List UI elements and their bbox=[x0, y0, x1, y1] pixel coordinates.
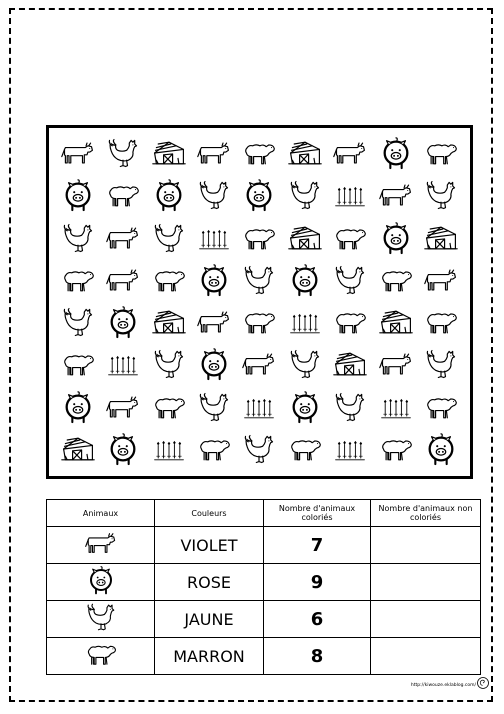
barn-icon bbox=[287, 136, 323, 170]
cow-icon bbox=[196, 305, 232, 339]
sheep-icon bbox=[60, 263, 96, 297]
colored-count-cell: 7 bbox=[264, 527, 371, 564]
colored-count-cell: 9 bbox=[264, 564, 371, 601]
header-colored-count: Nombre d'animaux coloriés bbox=[264, 500, 371, 527]
grid-cell[interactable] bbox=[191, 259, 236, 301]
grid-cell[interactable] bbox=[373, 132, 418, 174]
table-row bbox=[47, 601, 481, 638]
grid-cell[interactable] bbox=[328, 386, 373, 428]
grid-cell[interactable] bbox=[373, 217, 418, 259]
colored-count-cell: 6 bbox=[264, 601, 371, 638]
grid-cell[interactable] bbox=[55, 217, 100, 259]
grid-cell[interactable] bbox=[191, 386, 236, 428]
colored-count-cell: 8 bbox=[264, 638, 371, 675]
grid-cell[interactable] bbox=[100, 132, 145, 174]
grid-cell[interactable] bbox=[237, 217, 282, 259]
rooster-icon bbox=[423, 178, 459, 212]
cow-icon bbox=[423, 263, 459, 297]
grid-cell[interactable] bbox=[146, 386, 191, 428]
rooster-icon bbox=[287, 347, 323, 381]
rooster-icon bbox=[84, 602, 118, 632]
pig-icon bbox=[105, 432, 141, 466]
uncolored-count-input[interactable] bbox=[371, 601, 481, 638]
rooster-icon bbox=[151, 347, 187, 381]
rooster-icon bbox=[105, 136, 141, 170]
grid-cell[interactable] bbox=[373, 174, 418, 216]
uncolored-count-input[interactable] bbox=[371, 638, 481, 675]
barn-icon bbox=[151, 136, 187, 170]
animal-grid bbox=[55, 132, 464, 470]
grid-cell[interactable] bbox=[55, 343, 100, 385]
rooster-icon bbox=[287, 178, 323, 212]
cow-icon bbox=[105, 263, 141, 297]
sheep-icon bbox=[287, 432, 323, 466]
grid-cell[interactable] bbox=[419, 343, 464, 385]
sheep-icon bbox=[423, 390, 459, 424]
rooster-icon bbox=[423, 347, 459, 381]
grid-cell[interactable] bbox=[146, 132, 191, 174]
grid-cell[interactable] bbox=[100, 386, 145, 428]
cow-icon bbox=[241, 347, 277, 381]
grid-cell[interactable] bbox=[282, 343, 327, 385]
sheep-icon bbox=[378, 432, 414, 466]
grid-cell[interactable] bbox=[55, 259, 100, 301]
rooster-icon bbox=[241, 263, 277, 297]
grid-cell[interactable] bbox=[191, 174, 236, 216]
barn-icon bbox=[287, 221, 323, 255]
table-row bbox=[47, 638, 481, 675]
pig-icon bbox=[287, 390, 323, 424]
barn-icon bbox=[378, 305, 414, 339]
cow-icon bbox=[60, 136, 96, 170]
footer-url: http://kiwouze.eklablog.com/ bbox=[410, 683, 476, 688]
grid-cell[interactable] bbox=[373, 386, 418, 428]
grid-cell[interactable] bbox=[328, 259, 373, 301]
pig-icon bbox=[196, 263, 232, 297]
wheat-icon bbox=[151, 432, 187, 466]
header-colors: Couleurs bbox=[155, 500, 264, 527]
rooster-icon bbox=[332, 390, 368, 424]
grid-cell[interactable] bbox=[146, 301, 191, 343]
sheep-icon bbox=[151, 390, 187, 424]
swirl-logo-icon bbox=[474, 676, 492, 690]
pig-icon bbox=[378, 221, 414, 255]
grid-cell[interactable] bbox=[282, 259, 327, 301]
header-animals: Animaux bbox=[47, 500, 155, 527]
grid-cell[interactable] bbox=[237, 343, 282, 385]
grid-cell[interactable] bbox=[55, 386, 100, 428]
grid-cell[interactable] bbox=[328, 301, 373, 343]
sheep-icon bbox=[423, 136, 459, 170]
table-header-row bbox=[47, 500, 481, 527]
grid-cell[interactable] bbox=[282, 217, 327, 259]
grid-cell[interactable] bbox=[146, 259, 191, 301]
sheep-icon bbox=[151, 263, 187, 297]
grid-cell[interactable] bbox=[146, 428, 191, 470]
pig-icon bbox=[84, 565, 118, 595]
grid-cell[interactable] bbox=[282, 428, 327, 470]
table-row bbox=[47, 564, 481, 601]
sheep-icon bbox=[241, 136, 277, 170]
barn-icon bbox=[60, 432, 96, 466]
grid-cell[interactable] bbox=[100, 428, 145, 470]
pig-icon bbox=[287, 263, 323, 297]
wheat-icon bbox=[241, 390, 277, 424]
wheat-icon bbox=[332, 178, 368, 212]
sheep-icon bbox=[332, 221, 368, 255]
grid-cell[interactable] bbox=[373, 343, 418, 385]
grid-cell[interactable] bbox=[55, 174, 100, 216]
uncolored-count-input[interactable] bbox=[371, 564, 481, 601]
wheat-icon bbox=[105, 347, 141, 381]
sheep-icon bbox=[378, 263, 414, 297]
color-cell: VIOLET bbox=[155, 527, 264, 564]
grid-cell[interactable] bbox=[100, 301, 145, 343]
wheat-icon bbox=[287, 305, 323, 339]
sheep-icon bbox=[60, 347, 96, 381]
sheep-icon bbox=[84, 639, 118, 669]
barn-icon bbox=[332, 347, 368, 381]
grid-cell[interactable] bbox=[328, 343, 373, 385]
grid-cell[interactable] bbox=[282, 386, 327, 428]
grid-cell[interactable] bbox=[419, 428, 464, 470]
grid-cell[interactable] bbox=[191, 217, 236, 259]
grid-cell[interactable] bbox=[328, 428, 373, 470]
grid-cell[interactable] bbox=[100, 217, 145, 259]
rooster-icon bbox=[332, 263, 368, 297]
pig-icon bbox=[241, 178, 277, 212]
cow-icon bbox=[105, 390, 141, 424]
grid-cell[interactable] bbox=[237, 386, 282, 428]
grid-cell[interactable] bbox=[100, 259, 145, 301]
grid-cell[interactable] bbox=[55, 132, 100, 174]
barn-icon bbox=[151, 305, 187, 339]
color-cell: JAUNE bbox=[155, 601, 264, 638]
cow-icon bbox=[196, 136, 232, 170]
grid-cell[interactable] bbox=[237, 428, 282, 470]
grid-cell[interactable] bbox=[146, 217, 191, 259]
pig-icon bbox=[105, 305, 141, 339]
sheep-icon bbox=[196, 432, 232, 466]
pig-icon bbox=[151, 178, 187, 212]
barn-icon bbox=[423, 221, 459, 255]
grid-cell[interactable] bbox=[419, 301, 464, 343]
pig-icon bbox=[378, 136, 414, 170]
animal-cell bbox=[47, 638, 155, 675]
cow-icon bbox=[332, 136, 368, 170]
grid-cell[interactable] bbox=[328, 132, 373, 174]
grid-cell[interactable] bbox=[328, 174, 373, 216]
sheep-icon bbox=[241, 221, 277, 255]
grid-cell[interactable] bbox=[282, 132, 327, 174]
grid-cell[interactable] bbox=[55, 301, 100, 343]
grid-cell[interactable] bbox=[237, 259, 282, 301]
count-table bbox=[46, 499, 481, 675]
grid-cell[interactable] bbox=[191, 343, 236, 385]
grid-cell[interactable] bbox=[282, 301, 327, 343]
pig-icon bbox=[423, 432, 459, 466]
rooster-icon bbox=[196, 390, 232, 424]
cow-icon bbox=[105, 221, 141, 255]
table-row bbox=[47, 527, 481, 564]
rooster-icon bbox=[60, 305, 96, 339]
wheat-icon bbox=[196, 221, 232, 255]
header-uncolored-count: Nombre d'animaux non coloriés bbox=[371, 500, 481, 527]
grid-cell[interactable] bbox=[55, 428, 100, 470]
grid-cell[interactable] bbox=[146, 343, 191, 385]
grid-cell[interactable] bbox=[191, 132, 236, 174]
pig-icon bbox=[196, 347, 232, 381]
grid-cell[interactable] bbox=[419, 386, 464, 428]
grid-cell[interactable] bbox=[100, 343, 145, 385]
pig-icon bbox=[60, 390, 96, 424]
grid-cell[interactable] bbox=[237, 132, 282, 174]
sheep-icon bbox=[423, 305, 459, 339]
grid-cell[interactable] bbox=[419, 174, 464, 216]
grid-cell[interactable] bbox=[100, 174, 145, 216]
animal-cell bbox=[47, 601, 155, 638]
sheep-icon bbox=[332, 305, 368, 339]
cow-icon bbox=[378, 178, 414, 212]
grid-cell[interactable] bbox=[373, 301, 418, 343]
grid-cell[interactable] bbox=[328, 217, 373, 259]
rooster-icon bbox=[60, 221, 96, 255]
color-cell: MARRON bbox=[155, 638, 264, 675]
grid-cell[interactable] bbox=[373, 259, 418, 301]
rooster-icon bbox=[151, 221, 187, 255]
grid-cell[interactable] bbox=[237, 301, 282, 343]
animal-cell bbox=[47, 527, 155, 564]
rooster-icon bbox=[241, 432, 277, 466]
wheat-icon bbox=[378, 390, 414, 424]
grid-cell[interactable] bbox=[419, 217, 464, 259]
grid-cell[interactable] bbox=[237, 174, 282, 216]
animal-cell bbox=[47, 564, 155, 601]
sheep-icon bbox=[241, 305, 277, 339]
grid-cell[interactable] bbox=[373, 428, 418, 470]
sheep-icon bbox=[105, 178, 141, 212]
cow-icon bbox=[378, 347, 414, 381]
grid-cell[interactable] bbox=[191, 301, 236, 343]
grid-cell[interactable] bbox=[146, 174, 191, 216]
cow-icon bbox=[84, 528, 118, 558]
grid-cell[interactable] bbox=[419, 132, 464, 174]
grid-cell[interactable] bbox=[282, 174, 327, 216]
uncolored-count-input[interactable] bbox=[371, 527, 481, 564]
grid-cell[interactable] bbox=[419, 259, 464, 301]
wheat-icon bbox=[332, 432, 368, 466]
grid-cell[interactable] bbox=[191, 428, 236, 470]
animal-grid-frame bbox=[46, 125, 473, 479]
pig-icon bbox=[60, 178, 96, 212]
rooster-icon bbox=[196, 178, 232, 212]
color-cell: ROSE bbox=[155, 564, 264, 601]
